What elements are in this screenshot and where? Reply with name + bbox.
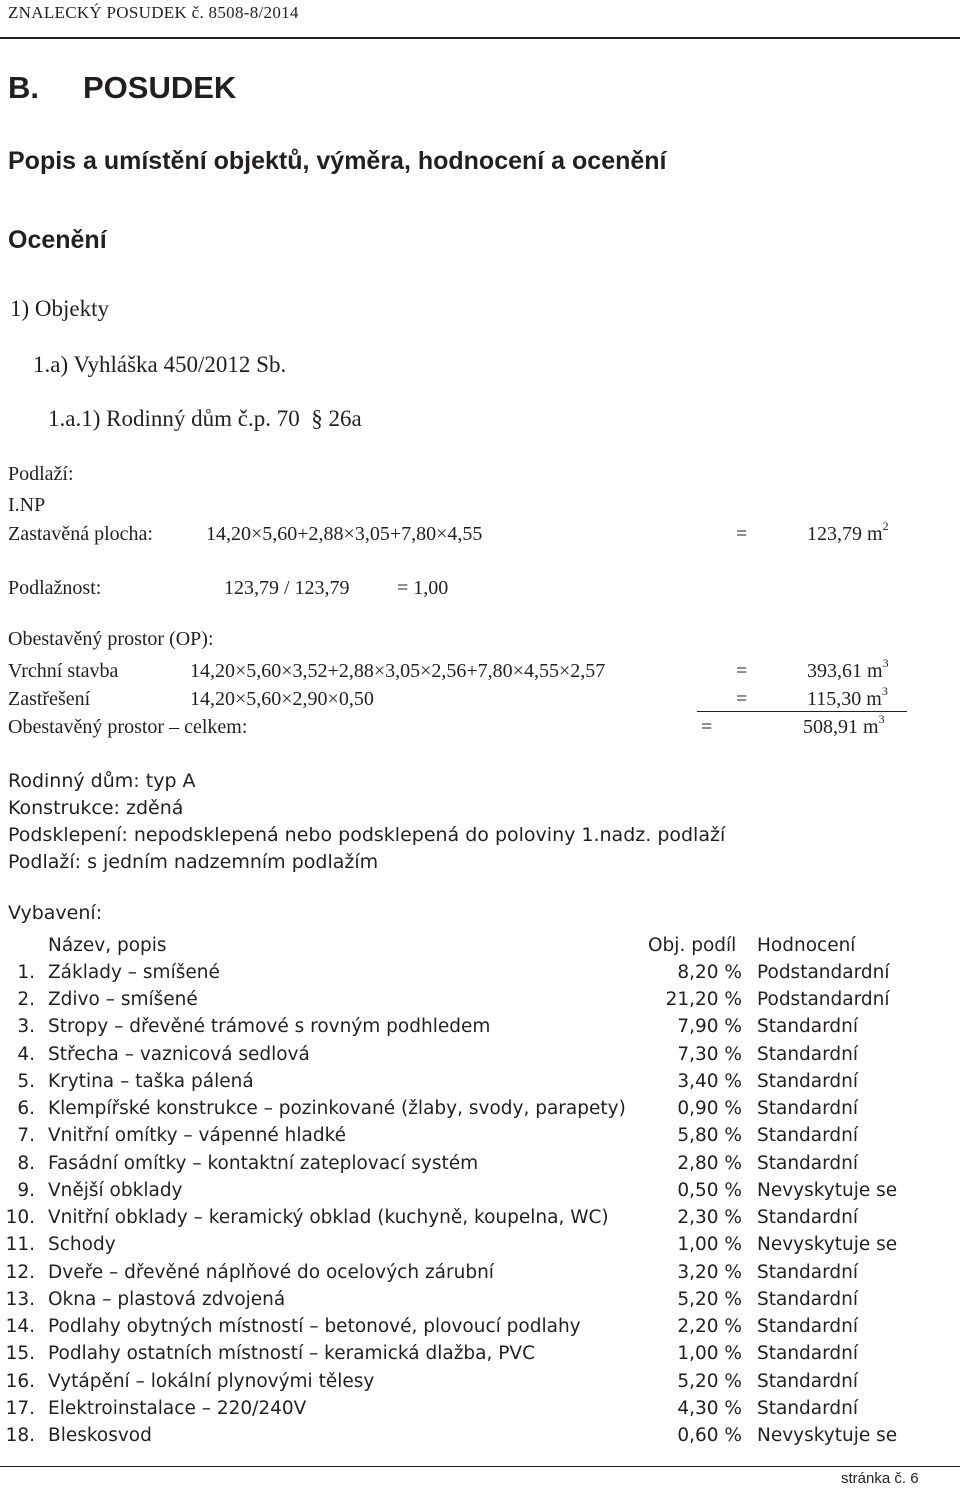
section-number: B. <box>8 70 39 105</box>
row-podil: 21,20 % <box>665 989 742 1011</box>
row-podil: 1,00 % <box>677 1343 742 1365</box>
typ-line: Rodinný dům: typ A <box>8 770 196 792</box>
row-hodnoceni: Nevyskytuje se <box>757 1179 898 1201</box>
row-name: Okna – plastová zdvojená <box>48 1288 286 1310</box>
row-name: Dveře – dřevěné náplňové do ocelových zárubní <box>48 1261 494 1283</box>
podsklepeni-line: Podsklepení: nepodsklepená nebo podsklepená do poloviny 1.nadz. podlaží <box>8 824 726 846</box>
row-name: Zdivo – smíšené <box>48 989 198 1011</box>
row-number: 8. <box>17 1152 35 1174</box>
table-row <box>0 1425 960 1452</box>
vrchni-eq: = <box>736 660 748 682</box>
row-podil: 7,30 % <box>677 1043 742 1065</box>
zastreseni-value: 115,30 $m^3$ <box>807 684 888 710</box>
row-number: 12. <box>5 1261 35 1283</box>
row-number: 9. <box>17 1179 35 1201</box>
row-number: 18. <box>5 1425 35 1447</box>
row-name: Bleskosvod <box>48 1425 152 1447</box>
konstrukce-line: Konstrukce: zděná <box>8 797 184 819</box>
row-number: 15. <box>5 1343 35 1365</box>
row-hodnoceni: Standardní <box>757 1288 859 1310</box>
op-label: Obestavěný prostor (OP): <box>8 628 214 650</box>
row-hodnoceni: Standardní <box>757 1261 859 1283</box>
op-celkem-value: 508,91 $m^3$ <box>803 712 885 738</box>
np-label: I.NP <box>8 494 46 516</box>
podlazi-label: Podlaží: <box>8 463 74 485</box>
row-hodnoceni: Standardní <box>757 1016 859 1038</box>
row-hodnoceni: Standardní <box>757 1152 859 1174</box>
row-hodnoceni: Standardní <box>757 1125 859 1147</box>
row-hodnoceni: Standardní <box>757 1370 859 1392</box>
row-hodnoceni: Standardní <box>757 1316 859 1338</box>
table-row <box>0 1234 960 1261</box>
row-podil: 2,80 % <box>677 1152 742 1174</box>
row-name: Vnější obklady <box>48 1179 183 1201</box>
row-number: 13. <box>5 1288 35 1310</box>
row-hodnoceni: Standardní <box>757 1070 859 1092</box>
table-row <box>0 962 960 989</box>
row-hodnoceni: Nevyskytuje se <box>757 1234 898 1256</box>
table-row <box>0 1044 960 1071</box>
table-row <box>0 1371 960 1398</box>
header-name: Název, popis <box>48 935 167 956</box>
row-name: Elektroinstalace – 220/240V <box>48 1397 307 1419</box>
document-header: ZNALECKÝ POSUDEK č. 8508-8/2014 <box>8 3 299 22</box>
row-hodnoceni: Standardní <box>757 1043 859 1065</box>
row-hodnoceni: Standardní <box>757 1343 859 1365</box>
table-row <box>0 989 960 1016</box>
row-podil: 5,80 % <box>677 1125 742 1147</box>
row-podil: 0,60 % <box>677 1425 742 1447</box>
page-number: stránka č. 6 <box>841 1470 919 1487</box>
table-row <box>0 1262 960 1289</box>
op-celkem-label: Obestavěný prostor – celkem: <box>8 716 248 738</box>
vrchni-formula: 14,20×5,60×3,52+2,88×3,05×2,56+7,80×4,55×2,57 <box>190 660 606 682</box>
podlaznost-formula: 123,79 / 123,79 <box>224 577 350 599</box>
row-name: Podlahy ostatních místností – keramická dlažba, PVC <box>48 1343 535 1365</box>
paragraph-ref: § 26a <box>311 406 362 431</box>
row-name: Stropy – dřevěné trámové s rovným podhledem <box>48 1016 491 1038</box>
footer-divider <box>0 1466 960 1467</box>
table-row <box>0 1180 960 1207</box>
row-number: 2. <box>17 989 35 1011</box>
row-podil: 0,90 % <box>677 1098 742 1120</box>
table-row <box>0 1098 960 1125</box>
row-hodnoceni: Nevyskytuje se <box>757 1425 898 1447</box>
row-podil: 7,90 % <box>677 1016 742 1038</box>
vyhlaska-heading: 1.a) Vyhláška 450/2012 Sb. <box>33 352 287 377</box>
header-podil: Obj. podíl <box>648 935 737 956</box>
rodinny-dum-heading <box>48 406 362 432</box>
row-number: 3. <box>17 1016 35 1038</box>
row-podil: 0,50 % <box>677 1179 742 1201</box>
header-divider <box>0 37 960 39</box>
objekty-heading: 1) Objekty <box>10 296 110 321</box>
row-number: 10. <box>5 1207 35 1229</box>
row-podil: 4,30 % <box>677 1397 742 1419</box>
sum-underline <box>697 711 907 712</box>
header-hodnoceni: Hodnocení <box>757 935 856 956</box>
table-row <box>0 1125 960 1152</box>
subtitle: Popis a umístění objektů, výměra, hodnocení a ocenění <box>8 147 667 175</box>
table-row <box>0 1207 960 1234</box>
zastreseni-formula: 14,20×5,60×2,90×0,50 <box>190 688 374 710</box>
row-podil: 2,30 % <box>677 1207 742 1229</box>
row-podil: 1,00 % <box>677 1234 742 1256</box>
row-name: Vnitřní omítky – vápenné hladké <box>48 1125 347 1147</box>
row-number: 1. <box>17 962 35 983</box>
row-name: Schody <box>48 1234 116 1256</box>
vrchni-label: Vrchní stavba <box>8 660 119 682</box>
podlaznost-label: Podlažnost: <box>8 577 102 599</box>
row-podil: 8,20 % <box>677 962 742 983</box>
row-name: Klempířské konstrukce – pozinkované (žlaby, svody, parapety) <box>48 1098 626 1120</box>
zastavena-formula: 14,20×5,60+2,88×3,05+7,80×4,55 <box>206 523 483 545</box>
zastreseni-label: Zastřešení <box>8 688 91 710</box>
row-number: 7. <box>17 1125 35 1147</box>
row-number: 14. <box>5 1316 35 1338</box>
vrchni-value: 393,61 $m^3$ <box>807 656 889 682</box>
row-number: 5. <box>17 1070 35 1092</box>
row-podil: 5,20 % <box>677 1370 742 1392</box>
podlaznost-result: = 1,00 <box>397 577 449 599</box>
row-podil: 5,20 % <box>677 1288 742 1310</box>
table-header <box>0 935 960 962</box>
row-name: Krytina – taška pálená <box>48 1070 254 1092</box>
row-number: 17. <box>5 1397 35 1419</box>
table-row <box>0 1071 960 1098</box>
row-hodnoceni: Standardní <box>757 1207 859 1229</box>
row-number: 11. <box>5 1234 35 1256</box>
row-hodnoceni: Podstandardní <box>757 962 890 983</box>
row-podil: 3,20 % <box>677 1261 742 1283</box>
row-hodnoceni: Podstandardní <box>757 989 890 1011</box>
row-hodnoceni: Standardní <box>757 1397 859 1419</box>
row-number: 4. <box>17 1043 35 1065</box>
row-number: 16. <box>5 1370 35 1392</box>
table-row <box>0 1398 960 1425</box>
row-name: Fasádní omítky – kontaktní zateplovací systém <box>48 1152 479 1174</box>
row-podil: 3,40 % <box>677 1070 742 1092</box>
table-row <box>0 1153 960 1180</box>
table-row <box>0 1016 960 1043</box>
section-title: POSUDEK <box>83 70 237 105</box>
podlazi-line: Podlaží: s jedním nadzemním podlažím <box>8 851 379 873</box>
zastavena-eq: = <box>736 523 748 545</box>
rd-label: 1.a.1) Rodinný dům č.p. 70 <box>48 406 300 431</box>
vybaveni-label: Vybavení: <box>8 902 103 924</box>
op-celkem-eq: = <box>701 716 713 738</box>
row-number: 6. <box>17 1098 35 1120</box>
zastreseni-eq: = <box>736 688 748 710</box>
row-hodnoceni: Standardní <box>757 1098 859 1120</box>
oceneni-heading: Ocenění <box>8 226 107 254</box>
row-name: Podlahy obytných místností – betonové, plovoucí podlahy <box>48 1316 581 1338</box>
zastavena-value: 123,79 $m^2$ <box>807 519 889 545</box>
row-name: Základy – smíšené <box>48 962 220 983</box>
table-row <box>0 1316 960 1343</box>
zastavena-label: Zastavěná plocha: <box>8 523 153 545</box>
row-podil: 2,20 % <box>677 1316 742 1338</box>
row-name: Střecha – vaznicová sedlová <box>48 1043 310 1065</box>
table-row <box>0 1289 960 1316</box>
row-name: Vytápění – lokální plynovými tělesy <box>48 1370 375 1392</box>
table-row <box>0 1343 960 1370</box>
section-heading <box>8 70 236 106</box>
row-name: Vnitřní obklady – keramický obklad (kuchyně, koupelna, WC) <box>48 1207 609 1229</box>
